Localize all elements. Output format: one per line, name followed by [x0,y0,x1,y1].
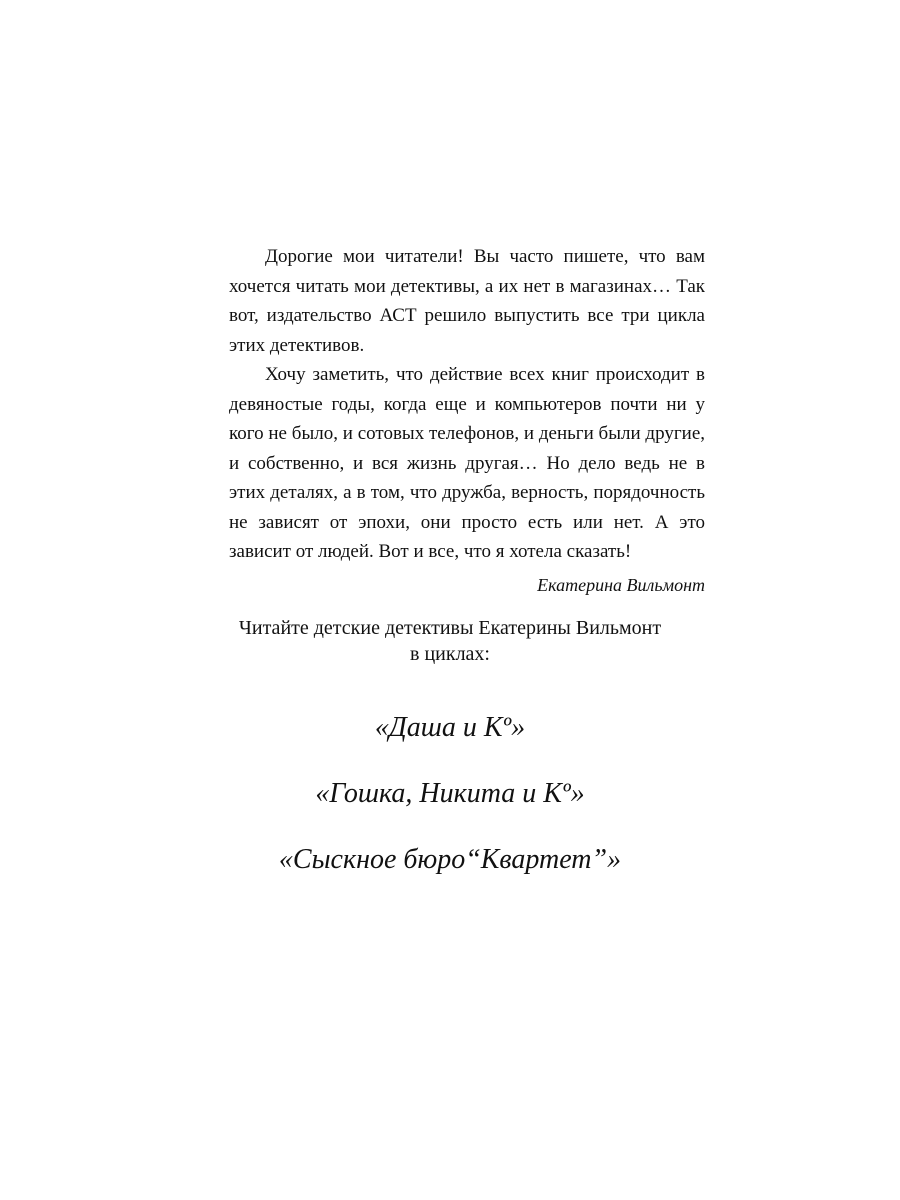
series-intro [180,615,720,667]
series-list [150,710,750,908]
letter-paragraph: Дорогие мои читатели! Вы часто пишете, что вам хочется читать мои детективы, а их нет в магазинах… Так вот, издательство АСТ решило выпустить все три цикла этих детективов. [229,246,705,356]
series-intro-line: в циклах: [410,643,490,665]
series-title-kvartet: «Сыскное бюро“Квартет”» [278,844,622,875]
series-title-goshka: «Гошка, Никита и Кº» [315,778,585,809]
series-intro-line: Читайте детские детективы Екатерины Вильмонт [238,617,662,639]
series-title-dasha: «Даша и Кº» [374,712,526,743]
author-signature: Екатерина Вильмонт [537,574,705,595]
author-letter [229,242,705,600]
letter-paragraph: Хочу заметить, что действие всех книг происходит в девяностые годы, когда еще и компьютеров почти ни у кого не было, и сотовых телефонов, и деньги были другие, и собственно, и вся жизнь другая… Но дело ведь не в этих деталях, а в том, что дружба, верность, порядочность не зависят от эпохи, они просто есть или нет. А это зависит от людей. Вот и все, что я хотела сказать! [229,364,705,562]
